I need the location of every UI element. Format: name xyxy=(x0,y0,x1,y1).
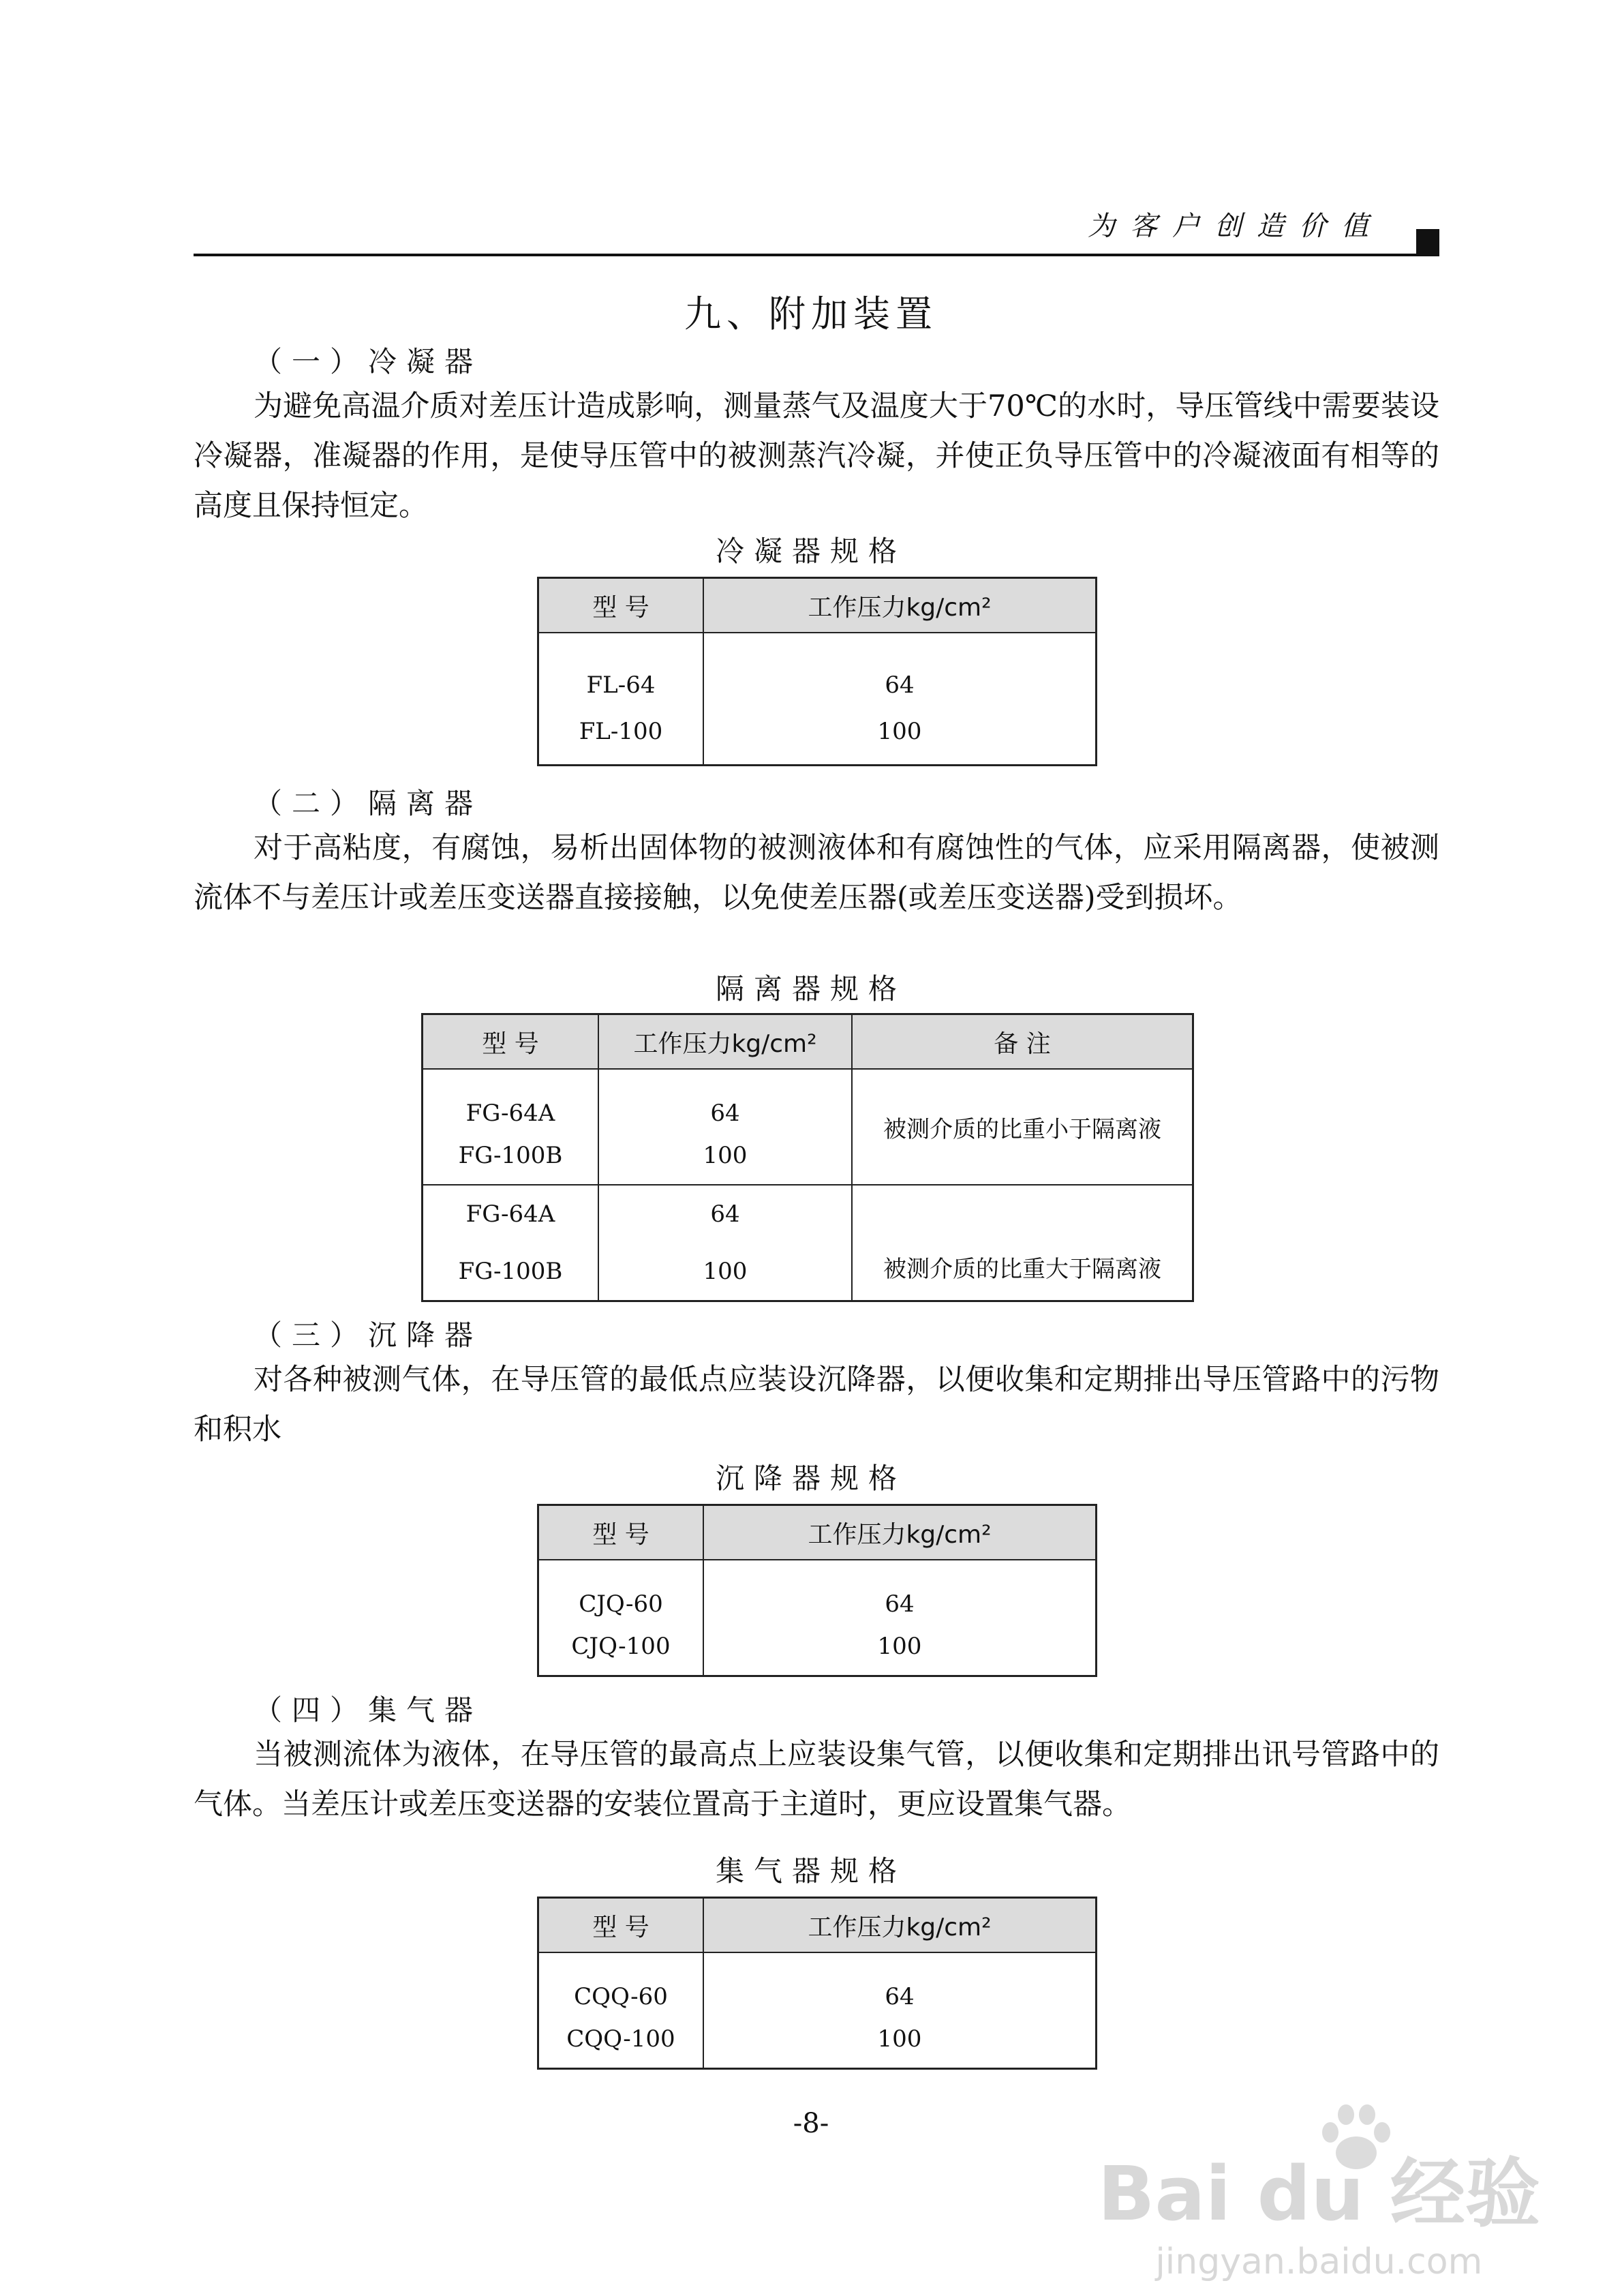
section-heading-condenser: （一）冷凝器 xyxy=(254,345,483,378)
table-header-model: 型 号 xyxy=(538,1505,704,1560)
page-title: 九、附加装置 xyxy=(684,292,938,335)
table-header-pressure: 工作压力kg/cm² xyxy=(703,578,1097,633)
section-heading-isolator: （二）隔离器 xyxy=(254,787,483,820)
table-cell-pressure: 100 xyxy=(703,2010,1097,2069)
table-row xyxy=(423,1069,1193,1127)
table-header-pressure: 工作压力kg/cm² xyxy=(598,1014,852,1070)
header-rule xyxy=(194,254,1439,256)
table-row xyxy=(423,1185,1193,1243)
table-cell-model: FL-100 xyxy=(538,699,704,766)
table-row xyxy=(538,1560,1097,1618)
table-cell-pressure: 64 xyxy=(703,1952,1097,2010)
table-cell-model: CQQ-60 xyxy=(538,1952,704,2010)
table-row xyxy=(538,1618,1097,1676)
settler-spec-table xyxy=(537,1504,1097,1677)
condenser-spec-table xyxy=(537,577,1097,766)
table-cell-model: FG-100B xyxy=(423,1127,599,1185)
table-row xyxy=(538,1952,1097,2010)
table-caption-condenser: 冷凝器规格 xyxy=(715,534,906,568)
section-paragraph-gas-collector: 当被测流体为液体，在导压管的最高点上应装设集气管，以便收集和定期排出讯号管路中的气体。当差压计或差压变送器的安装位置高于主道时，更应设置集气器。 xyxy=(194,1738,1439,1822)
section-paragraph-condenser: 为避免高温介质对差压计造成影响，测量蒸气及温度大于70℃的水时，导压管线中需要装设冷凝器，准凝器的作用，是使导压管中的被测蒸汽冷凝，并使正负导压管中的冷凝液面有相等的高度且保持恒定。 xyxy=(194,389,1439,523)
table-cell-model: CJQ-100 xyxy=(538,1618,704,1676)
watermark-url: jingyan.baidu.com xyxy=(1155,2241,1483,2282)
table-header-pressure: 工作压力kg/cm² xyxy=(703,1505,1097,1560)
table-header-model: 型 号 xyxy=(538,578,704,633)
header-block-mark xyxy=(1416,229,1439,254)
table-caption-isolator: 隔离器规格 xyxy=(715,972,906,1006)
section-heading-gas-collector: （四）集气器 xyxy=(254,1693,483,1727)
table-cell-pressure: 64 xyxy=(598,1185,852,1243)
isolator-spec-table xyxy=(421,1013,1194,1302)
table-row xyxy=(538,633,1097,699)
table-cell-pressure: 64 xyxy=(703,1560,1097,1618)
page-number: -8- xyxy=(793,2108,829,2139)
table-cell-pressure: 64 xyxy=(703,633,1097,699)
table-caption-settler: 沉降器规格 xyxy=(715,1462,906,1495)
table-cell-remark: 被测介质的比重大于隔离液 xyxy=(852,1185,1193,1301)
section-paragraph-settler: 对各种被测气体，在导压管的最低点应装设沉降器，以便收集和定期排出导压管路中的污物和积水 xyxy=(194,1363,1439,1447)
table-cell-model: CQQ-100 xyxy=(538,2010,704,2069)
section-heading-settler: （三）沉降器 xyxy=(254,1318,483,1352)
table-cell-model: FG-100B xyxy=(423,1243,599,1301)
table-row xyxy=(538,2010,1097,2069)
table-header-model: 型 号 xyxy=(538,1898,704,1953)
table-cell-pressure: 100 xyxy=(598,1243,852,1301)
table-header-remark: 备 注 xyxy=(852,1014,1193,1070)
table-cell-model: FG-64A xyxy=(423,1185,599,1243)
watermark xyxy=(1098,2134,1540,2282)
table-cell-pressure: 100 xyxy=(703,1618,1097,1676)
table-header-model: 型 号 xyxy=(423,1014,599,1070)
table-cell-pressure: 64 xyxy=(598,1069,852,1127)
section-paragraph-isolator: 对于高粘度，有腐蚀，易析出固体物的被测液体和有腐蚀性的气体，应采用隔离器，使被测流体不与差压计或差压变送器直接接触，以免使差压器(或差压变送器)受到损坏。 xyxy=(194,831,1439,915)
header-tagline: 为客户创造价值 xyxy=(1088,211,1383,242)
table-cell-remark: 被测介质的比重小于隔离液 xyxy=(852,1069,1193,1185)
table-caption-gas-collector: 集气器规格 xyxy=(715,1854,906,1888)
table-header-pressure: 工作压力kg/cm² xyxy=(703,1898,1097,1953)
watermark-brand: Bai du 经验 xyxy=(1097,2150,1540,2237)
table-cell-model: FG-64A xyxy=(423,1069,599,1127)
table-cell-pressure: 100 xyxy=(598,1127,852,1185)
table-cell-model: FL-64 xyxy=(538,633,704,699)
gas-collector-spec-table xyxy=(537,1897,1097,2070)
table-cell-pressure: 100 xyxy=(703,699,1097,766)
table-row xyxy=(538,699,1097,766)
table-cell-model: CJQ-60 xyxy=(538,1560,704,1618)
